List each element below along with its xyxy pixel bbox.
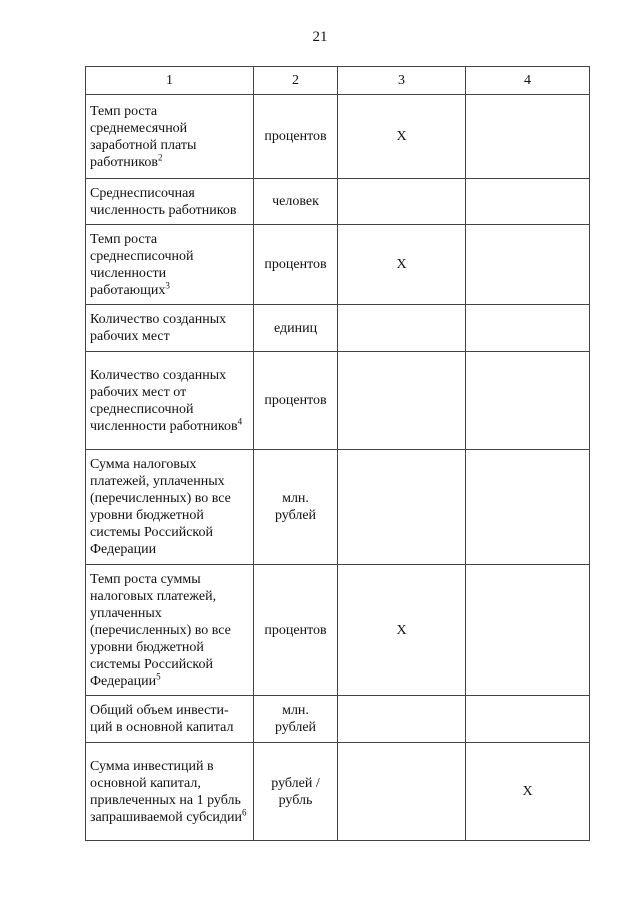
indicator-text: Среднесписочная численность работников [90,185,237,218]
unit-cell: процентов [254,225,338,305]
footnote-marker: 5 [156,670,161,681]
unit-cell: процентов [254,565,338,696]
table-row [86,305,590,352]
unit-cell: млн. рублей [254,450,338,565]
footnote-marker: 3 [165,279,170,290]
indicator-name [86,95,254,179]
unit-cell: рублей / рубль [254,743,338,841]
table-header-row [86,67,590,95]
unit-cell: единиц [254,305,338,352]
unit-cell: процентов [254,352,338,450]
value-cell-col4 [466,352,590,450]
table-row [86,352,590,450]
table-row [86,565,590,696]
indicator-text: Количество созданных рабочих мест [90,312,227,344]
value-cell-col3 [338,743,466,841]
table-row [86,696,590,743]
value-cell-col4 [466,696,590,743]
unit-cell: человек [254,179,338,225]
indicator-name [86,696,254,743]
indicator-text: Сумма налоговых платежей, уплаченных (перечисленных) во все уровни бюджетной системы Российской Федерации [90,457,231,557]
table-row [86,225,590,305]
value-cell-col4 [466,305,590,352]
column-header-1: 1 [86,67,254,95]
column-header-4: 4 [466,67,590,95]
value-cell-col4 [466,225,590,305]
value-cell-col3 [338,179,466,225]
value-cell-col3: X [338,225,466,305]
footnote-marker: 2 [157,151,163,162]
value-cell-col3 [338,352,466,450]
table-row [86,743,590,841]
value-cell-col4: X [466,743,590,841]
table-row [86,179,590,225]
indicator-name [86,352,254,450]
column-header-3: 3 [338,67,466,95]
indicator-name [86,225,254,305]
footnote-marker: 4 [237,415,243,426]
page-number: 21 [312,29,328,45]
indicator-text: Сумма инвестиций в основной капитал, привлеченных на 1 рубль запрашиваемой субсидии [90,758,243,825]
table-row [86,95,590,179]
table-row [86,450,590,565]
unit-cell: млн. рублей [254,696,338,743]
indicator-name [86,179,254,225]
indicator-text: Количество созданных рабочих мест от среднесписочной численности работников [90,367,238,434]
footnote-marker: 6 [242,806,247,817]
indicator-text: Темп роста среднемесячной заработной платы работников [90,103,197,170]
column-header-2: 2 [254,67,338,95]
indicator-text: Общий объем инвести-ций в основной капитал [90,703,234,735]
indicator-name [86,450,254,565]
indicator-name [86,305,254,352]
value-cell-col4 [466,450,590,565]
value-cell-col4 [466,179,590,225]
indicator-text: Темп роста суммы налоговых платежей, уплаченных (перечисленных) во все уровни бюджетной системы Российской Федерации [90,571,231,689]
indicator-name [86,743,254,841]
value-cell-col3 [338,450,466,565]
indicator-text: Темп роста среднесписочной численности работающих [90,231,194,298]
value-cell-col3 [338,696,466,743]
unit-cell: процентов [254,95,338,179]
value-cell-col3 [338,305,466,352]
value-cell-col4 [466,565,590,696]
value-cell-col3: X [338,95,466,179]
value-cell-col3: X [338,565,466,696]
value-cell-col4 [466,95,590,179]
indicator-name [86,565,254,696]
indicators-table [85,66,590,841]
